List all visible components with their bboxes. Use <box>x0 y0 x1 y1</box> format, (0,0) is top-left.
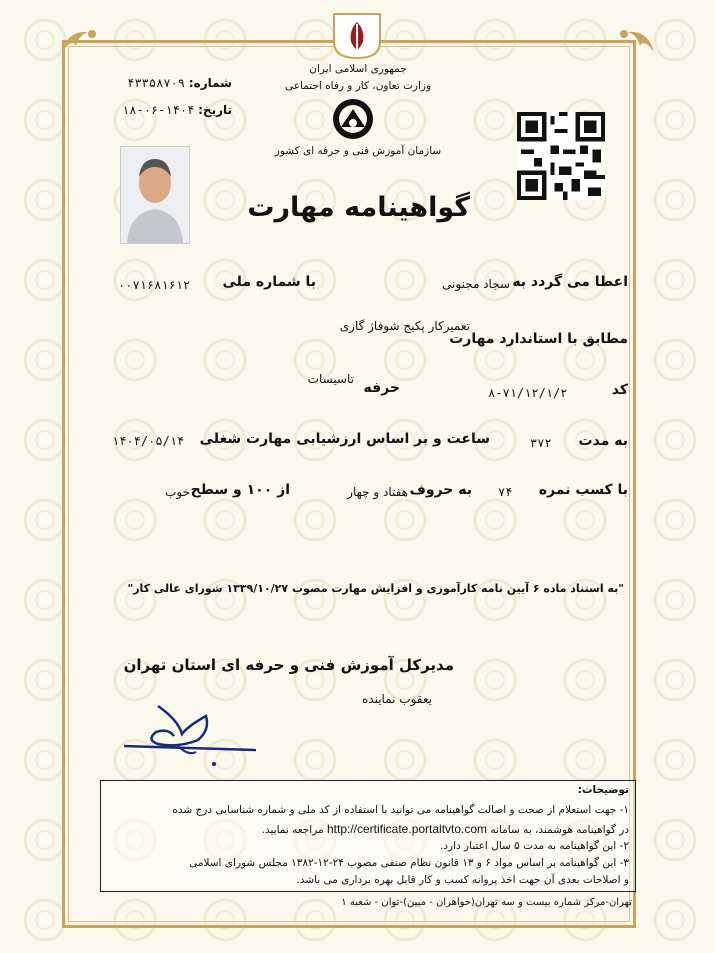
score-in-words: هفتاد و چهار <box>347 485 408 499</box>
ornament-top-left-icon <box>58 26 104 56</box>
ministry-name: وزارت تعاون، کار و رفاه اجتماعی <box>284 80 432 92</box>
level-label: از ۱۰۰ و سطح <box>190 482 290 498</box>
iran-emblem-icon <box>330 12 384 60</box>
country-name: جمهوری اسلامی ایران <box>309 63 407 75</box>
duration-label: به مدت <box>578 433 628 449</box>
organization-name: سازمان آموزش فنی و حرفه ای کشور <box>274 145 442 157</box>
ornament-top-right-icon <box>612 26 658 56</box>
note-line-4: ۳- این گواهینامه بر اساس مواد ۶ و ۱۳ قانون نظام صنفی مصوب ۲۴-۱۲-۱۳۸۲ مجلس شورای اسلامی <box>189 857 629 869</box>
score-value: ۷۴ <box>498 485 513 499</box>
granted-to-label: اعطا می گردد به <box>512 274 628 290</box>
note-line-3: ۲- این گواهینامه به مدت ۵ سال اعتبار دارد. <box>440 840 629 852</box>
holder-photo <box>120 146 190 244</box>
code-value: ۸-۷۱/۱۲/۱/۲ <box>488 386 568 400</box>
trade-label: حرفه <box>363 380 400 396</box>
footer-address: تهران-مرکز شماره بیست و سه تهران(خواهران - مبین)-توان - شعبه ۱ <box>341 897 632 908</box>
note-line-2 <box>262 822 629 836</box>
standard-value: تعمیرکار پکیج شوفاژ گازی <box>339 319 470 333</box>
score-label: با کسب نمره <box>538 482 628 498</box>
note-line-2-end: مراجعه نمایید. <box>261 824 324 836</box>
signatory-name: یعقوب نماینده <box>362 692 432 706</box>
in-words-label: به حروف <box>409 482 472 498</box>
certificate-title: گواهینامه مهارت <box>247 192 470 223</box>
note-line-1: ۱- جهت استعلام از صحت و اصالت گواهینامه می توانید با استفاده از کد ملی و شماره شناسایی درج شده <box>172 804 629 816</box>
tvto-logo-icon <box>331 97 375 141</box>
certificate-date <box>98 103 232 117</box>
note-line-5: و اصلاحات بعدی آن جهت اخذ پروانه کسب و کار قابل بهره برداری می باشد. <box>296 874 629 886</box>
person-photo-icon <box>121 147 189 243</box>
hours-label: ساعت و بر اساس ارزشیابی مهارت شغلی <box>199 431 490 447</box>
verification-link[interactable]: http://certificate.portaltvto.com <box>326 822 488 836</box>
notes-heading: توضیحات: <box>577 784 629 796</box>
number-value: ۴۳۳۵۸۷۰۹ <box>127 76 186 90</box>
date-label: تاریخ: <box>198 103 232 117</box>
holder-name: سجاد مجنونی <box>442 277 510 291</box>
notes-box <box>100 780 636 892</box>
qr-code-icon[interactable] <box>517 112 605 200</box>
legal-statement: "به استناد ماده ۶ آیین نامه کارآموزی و افزایش مهارت مصوب ۱۳۳۹/۱۰/۲۷ شورای عالی کار" <box>127 582 624 595</box>
evaluation-date: ۱۴۰۴/۰۵/۱۴ <box>112 434 185 448</box>
standard-label: مطابق با استاندارد مهارت <box>449 331 628 347</box>
duration-value: ۳۷۲ <box>530 436 552 450</box>
signatory-title: مدیرکل آموزش فنی و حرفه ای استان تهران <box>123 656 454 674</box>
note-line-2-start: در گواهینامه هوشمند، به سامانه <box>490 824 629 836</box>
trade-value: تاسیسات <box>307 372 354 386</box>
level-value: خوب <box>165 485 190 499</box>
national-id-value: ۰۰۷۱۶۸۱۶۱۲ <box>118 278 191 292</box>
certificate-number <box>110 76 232 90</box>
date-value: ۱۴۰۴-۰۶-۱۸ <box>122 103 195 117</box>
signature-icon <box>118 690 258 770</box>
number-label: شماره: <box>188 76 232 90</box>
code-label: کد <box>611 382 628 398</box>
national-id-label: با شماره ملی <box>222 274 316 290</box>
